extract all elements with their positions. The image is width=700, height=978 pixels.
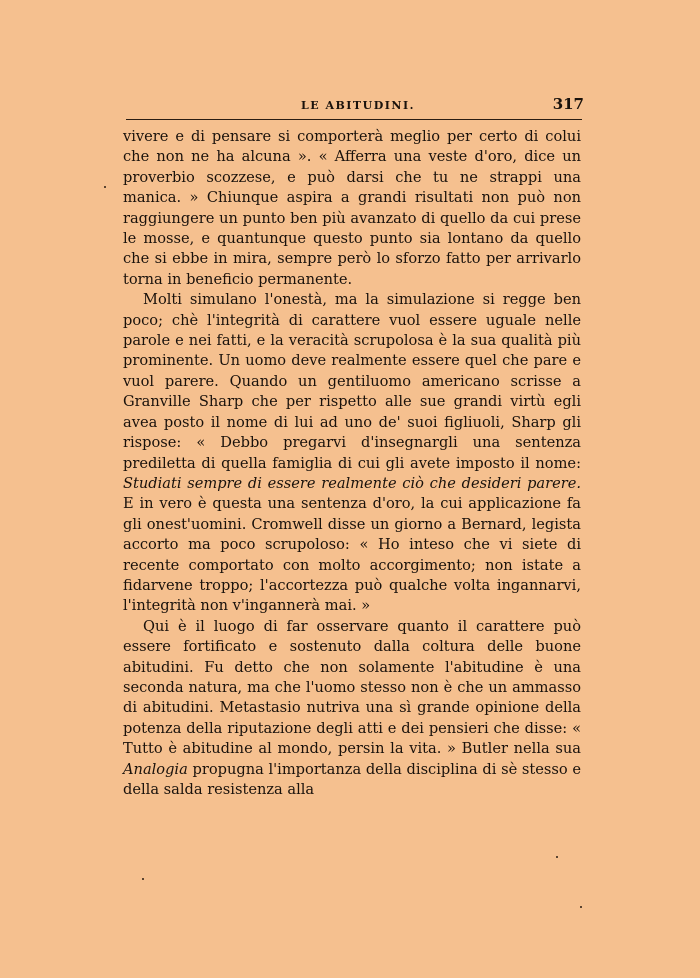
running-head [124,95,584,117]
print-speck [142,878,144,880]
paragraph-2 [123,290,581,617]
page-number: 317 [552,95,584,113]
paragraph-2-text-a: Molti simulano l'onestà, ma la simulazione si regge ben poco; chè l'integrità di carattere vuol essere uguale nelle parole e nei fatti, e la veracità scrupolosa è la sua qualità più prominente. Un uomo deve realmente essere quel che pare e vuol parere. Quando un gentiluomo americano scrisse a Granville Sharp che per rispetto alle sue grandi virtù egli avea posto il nome di lui ad uno de' suoi figliuoli, Sharp gli rispose: « Debbo pregarvi d'insegnargli una sentenza prediletta di quella famiglia di cui gli avete imposto il nome: [123,291,581,472]
paragraph-1 [123,127,581,290]
paragraph-3-italic-title: Analogia [123,760,188,778]
paragraph-1-text: vivere e di pensare si comporterà meglio per certo di colui che non ne ha alcuna ». « Afferra una veste d'oro, dice un proverbio scozzese, e può darsi che tu ne strappi una manica. » Chiunque aspira a grandi risultati non può non raggiungere un punto ben più avanzato di quello da cui prese le mosse, e quantunque questo punto sia lontano da quello che si ebbe in mira, sempre però lo sforzo fatto per arrivarlo torna in beneficio permanente. [123,128,581,288]
print-speck [556,856,558,858]
paragraph-3-text-a: Qui è il luogo di far osservare quanto il carattere può essere fortificato e sostenuto dalla coltura delle buone abitudini. Fu detto che non solamente l'abitudine è una seconda natura, ma che l'uomo stesso non è che un ammasso di abitudini. Metastasio nutriva una sì grande opinione della potenza della riputazione degli atti e dei pensieri che disse: « Tutto è abitudine al mondo, persin la vita. » Butler nella sua [123,617,581,758]
print-speck [104,186,106,188]
paragraph-3 [123,617,581,801]
running-title: LE ABITUDINI. [301,99,415,112]
paragraph-2-italic-quote: Studiati sempre di essere realmente ciò che desideri parere. [123,474,581,492]
paragraph-2-text-b: E in vero è questa una sentenza d'oro, la cui applicazione fa gli onest'uomini. Cromwell disse un giorno a Bernard, legista accorto ma poco scrupoloso: « Ho inteso che vi siete di recente comportato con molto accorgimento; non istate a fidarvene troppo; l'accortezza può qualche volta ingannarvi, l'integrità non v'ingannerà mai. » [123,495,581,615]
paragraph-3-text-b: propugna l'importanza della disciplina di sè stesso e della salda resistenza alla [123,760,581,798]
header-rule [126,119,582,120]
body-text [123,127,581,800]
print-speck [580,906,582,908]
